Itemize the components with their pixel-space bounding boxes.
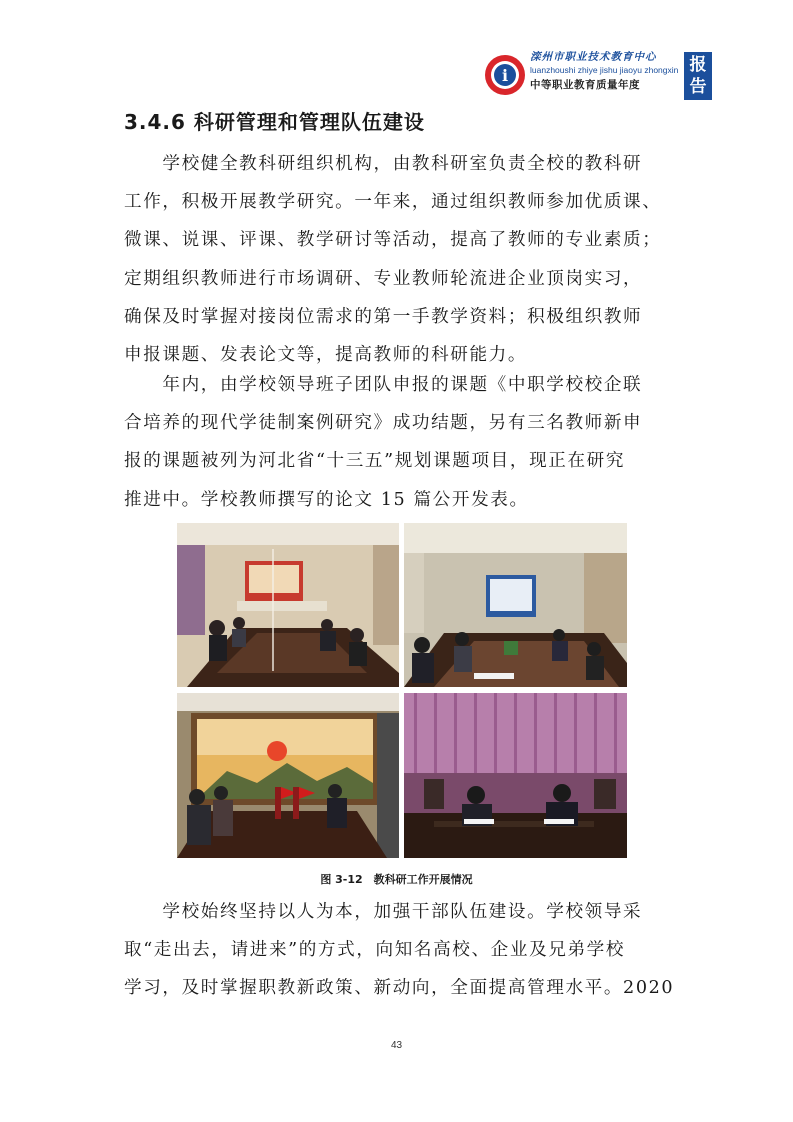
paragraph-line: 确保及时掌握对接岗位需求的第一手教学资料；积极组织教师: [124, 306, 643, 327]
paragraph-line: 学习，及时掌握职教新政策、新动向，全面提高管理水平。2020: [124, 978, 675, 999]
report-header: [484, 50, 714, 102]
paragraph-line: 学校始终坚持以人为本，加强干部队伍建设。学校领导采: [124, 902, 643, 922]
figure-caption: 图 3-12 教科研工作开展情况: [320, 873, 473, 886]
paragraph-line: 定期组织教师进行市场调研、专业教师轮流进企业顶岗实习，: [124, 268, 643, 289]
meeting-photo-1: [177, 523, 399, 687]
report-badge: [684, 52, 712, 100]
paragraph-line: 学校健全教科研组织机构，由教科研室负责全校的教科研: [124, 154, 643, 174]
paragraph-line: 报的课题被列为河北省“十三五”规划课题项目，现正在研究: [124, 451, 626, 472]
paragraph-2: [124, 366, 714, 519]
paragraph-3: [124, 893, 714, 1008]
paragraph-line: 申报课题、发表论文等，提高教师的科研能力。: [124, 345, 528, 366]
report-subtitle: 中等职业教育质量年度: [530, 79, 640, 91]
school-name-pinyin: luanzhoushi zhiye jishu jiaoyu zhongxin: [530, 65, 679, 75]
paragraph-line: 取“走出去，请进来”的方式，向知名高校、企业及兄弟学校: [124, 940, 626, 961]
meeting-photo-3: [177, 693, 399, 858]
meeting-photo-4: [404, 693, 627, 858]
meeting-photo-2: [404, 523, 627, 687]
paragraph-line: 工作，积极开展教学研究。一年来，通过组织教师参加优质课、: [124, 192, 662, 213]
school-name-cn: 滦州市职业技术教育中心: [530, 51, 657, 63]
svg-text:i: i: [501, 66, 509, 85]
section-title: 3.4.6 科研管理和管理队伍建设: [124, 110, 425, 134]
paragraph-line: 年内，由学校领导班子团队申报的课题《中职学校校企联: [124, 375, 643, 395]
paragraph-line: 推进中。学校教师撰写的论文 15 篇公开发表。: [124, 489, 529, 510]
paragraph-line: 微课、说课、评课、教学研讨等活动，提高了教师的专业素质；: [124, 230, 662, 251]
paragraph-1: [124, 145, 714, 374]
badge-char-2: 告: [689, 77, 707, 97]
school-logo-icon: [484, 54, 526, 96]
page-number: 43: [390, 1040, 403, 1051]
badge-char-1: 报: [689, 55, 707, 75]
paragraph-line: 合培养的现代学徒制案例研究》成功结题，另有三名教师新申: [124, 413, 643, 434]
